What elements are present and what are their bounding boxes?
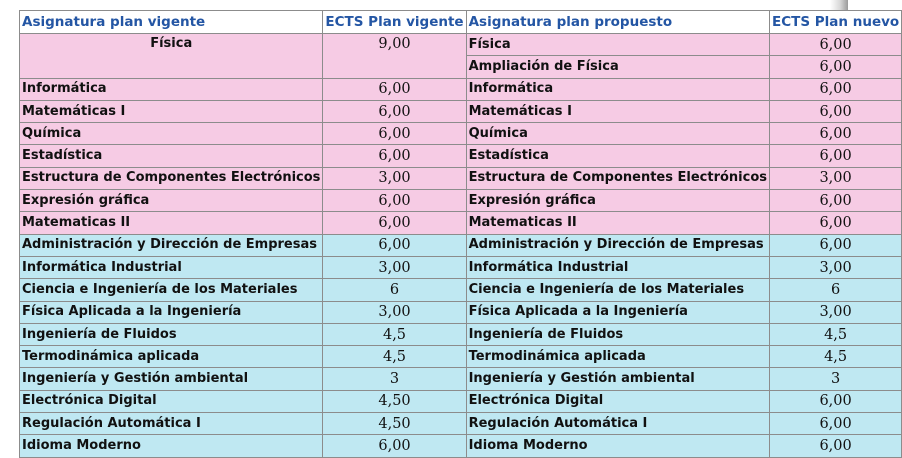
table-row <box>20 256 902 278</box>
current-ects-cell: 3,00 <box>323 256 466 278</box>
table-row <box>20 145 902 167</box>
proposed-ects-cell: 3,00 <box>770 301 902 323</box>
proposed-ects-cell: 6,00 <box>770 100 902 122</box>
proposed-ects-cell: 4,5 <box>770 346 902 368</box>
proposed-ects-cell: 6,00 <box>770 145 902 167</box>
ects-comparison-table <box>19 10 902 458</box>
proposed-subject-cell: Ciencia e Ingeniería de los Materiales <box>466 279 769 301</box>
current-subject-cell: Administración y Dirección de Empresas <box>20 234 323 256</box>
current-ects-cell: 6,00 <box>323 212 466 234</box>
current-ects-cell: 4,50 <box>323 413 466 435</box>
current-subject-cell: Matemáticas I <box>20 100 323 122</box>
table-row <box>20 234 902 256</box>
proposed-subject-cell: Ampliación de Física <box>466 56 769 78</box>
proposed-subject-cell: Expresión gráfica <box>466 190 769 212</box>
current-subject-cell: Electrónica Digital <box>20 390 323 412</box>
table-row <box>20 368 902 390</box>
table-row <box>20 323 902 345</box>
proposed-ects-cell: 6,00 <box>770 123 902 145</box>
proposed-subject-cell: Regulación Automática I <box>466 413 769 435</box>
current-ects-cell: 6,00 <box>323 100 466 122</box>
current-ects-cell: 3,00 <box>323 167 466 189</box>
current-subject-cell: Estructura de Componentes Electrónicos <box>20 167 323 189</box>
current-subject-cell: Ciencia e Ingeniería de los Materiales <box>20 279 323 301</box>
current-ects-cell: 6,00 <box>323 78 466 100</box>
proposed-ects-cell: 6 <box>770 279 902 301</box>
header-proposed-ects: ECTS Plan nuevo <box>770 11 902 34</box>
current-ects-cell: 3 <box>323 368 466 390</box>
proposed-ects-cell: 3,00 <box>770 167 902 189</box>
proposed-subject-cell: Administración y Dirección de Empresas <box>466 234 769 256</box>
proposed-subject-cell: Física Aplicada a la Ingeniería <box>466 301 769 323</box>
table-header-row <box>20 11 902 34</box>
table-row <box>20 279 902 301</box>
current-ects-cell: 3,00 <box>323 301 466 323</box>
table-row <box>20 100 902 122</box>
proposed-subject-cell: Matemáticas I <box>466 100 769 122</box>
table-row <box>20 390 902 412</box>
current-ects-cell: 6,00 <box>323 435 466 457</box>
proposed-ects-cell: 6,00 <box>770 234 902 256</box>
current-subject-cell: Ingeniería de Fluidos <box>20 323 323 345</box>
current-subject-cell: Estadística <box>20 145 323 167</box>
proposed-ects-cell: 6,00 <box>770 435 902 457</box>
current-subject-cell: Termodinámica aplicada <box>20 346 323 368</box>
proposed-subject-cell: Termodinámica aplicada <box>466 346 769 368</box>
current-subject-cell: Física <box>20 34 323 79</box>
current-ects-cell: 6,00 <box>323 190 466 212</box>
table-row <box>20 212 902 234</box>
proposed-ects-cell: 3 <box>770 368 902 390</box>
proposed-ects-cell: 6,00 <box>770 78 902 100</box>
table-row <box>20 435 902 457</box>
current-ects-cell: 4,5 <box>323 346 466 368</box>
current-ects-cell: 4,50 <box>323 390 466 412</box>
proposed-ects-cell: 6,00 <box>770 413 902 435</box>
table-row <box>20 190 902 212</box>
proposed-ects-cell: 6,00 <box>770 390 902 412</box>
proposed-ects-cell: 4,5 <box>770 323 902 345</box>
table-row <box>20 413 902 435</box>
current-ects-cell: 6,00 <box>323 123 466 145</box>
current-ects-cell: 4,5 <box>323 323 466 345</box>
current-ects-cell: 6,00 <box>323 234 466 256</box>
current-subject-cell: Física Aplicada a la Ingeniería <box>20 301 323 323</box>
proposed-subject-cell: Ingeniería y Gestión ambiental <box>466 368 769 390</box>
proposed-subject-cell: Matematicas II <box>466 212 769 234</box>
proposed-subject-cell: Física <box>466 34 769 56</box>
proposed-ects-cell: 6,00 <box>770 212 902 234</box>
proposed-subject-cell: Química <box>466 123 769 145</box>
table-row <box>20 123 902 145</box>
header-current-subject: Asignatura plan vigente <box>20 11 323 34</box>
proposed-subject-cell: Estadística <box>466 145 769 167</box>
current-subject-cell: Expresión gráfica <box>20 190 323 212</box>
current-subject-cell: Informática <box>20 78 323 100</box>
proposed-ects-cell: 6,00 <box>770 56 902 78</box>
table-row <box>20 78 902 100</box>
current-ects-cell: 6 <box>323 279 466 301</box>
header-current-ects: ECTS Plan vigente <box>323 11 466 34</box>
table-row <box>20 301 902 323</box>
proposed-ects-cell: 6,00 <box>770 190 902 212</box>
proposed-subject-cell: Estructura de Componentes Electrónicos <box>466 167 769 189</box>
proposed-ects-cell: 6,00 <box>770 34 902 56</box>
table-row <box>20 346 902 368</box>
current-ects-cell: 6,00 <box>323 145 466 167</box>
proposed-ects-cell: 3,00 <box>770 256 902 278</box>
proposed-subject-cell: Ingeniería de Fluidos <box>466 323 769 345</box>
current-subject-cell: Informática Industrial <box>20 256 323 278</box>
current-subject-cell: Matematicas II <box>20 212 323 234</box>
current-subject-cell: Regulación Automática I <box>20 413 323 435</box>
proposed-subject-cell: Informática <box>466 78 769 100</box>
table-row <box>20 34 902 56</box>
proposed-subject-cell: Informática Industrial <box>466 256 769 278</box>
proposed-subject-cell: Idioma Moderno <box>466 435 769 457</box>
current-ects-cell: 9,00 <box>323 34 466 79</box>
current-subject-cell: Química <box>20 123 323 145</box>
current-subject-cell: Ingeniería y Gestión ambiental <box>20 368 323 390</box>
header-proposed-subject: Asignatura plan propuesto <box>466 11 769 34</box>
current-subject-cell: Idioma Moderno <box>20 435 323 457</box>
table-row <box>20 167 902 189</box>
proposed-subject-cell: Electrónica Digital <box>466 390 769 412</box>
